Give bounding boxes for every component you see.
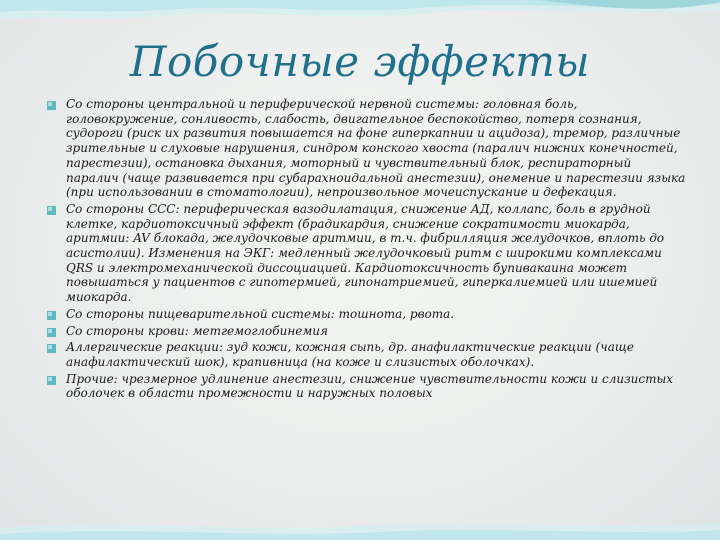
slide-title: Побочные эффекты bbox=[129, 37, 591, 86]
bullet-item bbox=[46, 97, 686, 200]
bullet-marker-icon bbox=[47, 328, 56, 337]
bullet-text: Со стороны крови: метгемоглобинемия bbox=[66, 323, 328, 338]
bullet-text: Со стороны ССС: периферическая вазодилатация, снижение АД, коллапс, боль в грудной клетке, кардиотоксичный эффект (брадикардия, снижение сократимости миокарда, аритмии: AV блокада, желудочковые аритмии, в т.ч. фибрилляция желудочков, вплоть до асистолии). Изменения на ЭКГ: медленный желудочковый ритм с широкими комплексами QRS и электромеханической диссоциацией. Кардиотоксичность бупивакаина может повышаться у пациентов с гипотермией, гипонатриемией, гиперкалиемией или ишемией миокарда. bbox=[66, 201, 665, 305]
bullet-marker-icon bbox=[47, 376, 56, 385]
bullet-item bbox=[46, 372, 686, 401]
bullet-text: Прочие: чрезмерное удлинение анестезии, снижение чувствительности кожи и слизистых оболочек в области промежности и наружных половых bbox=[66, 371, 673, 401]
bottom-wave-decoration bbox=[0, 492, 720, 540]
bullet-marker-icon bbox=[47, 344, 56, 353]
bullet-text: Аллергические реакции: зуд кожи, кожная сыпь, др. анафилактические реакции (чаще анафилактический шок), крапивница (на коже и слизистых оболочках). bbox=[66, 340, 634, 369]
bullet-item bbox=[46, 307, 686, 322]
bullet-marker-icon bbox=[47, 311, 56, 320]
bullet-marker-icon bbox=[47, 206, 56, 215]
bullet-item bbox=[46, 340, 686, 369]
bullet-item bbox=[46, 324, 686, 339]
bullet-list bbox=[46, 97, 686, 403]
bullet-text: Со стороны пищеварительной системы: тошнота, рвота. bbox=[66, 306, 455, 321]
bullet-text: Со стороны центральной и периферической нервной системы: головная боль, головокружение, сонливость, слабость, двигательное беспокойство, потеря сознания, судороги (риск их развития повышается на фоне гиперкапнии и ацидоза), тремор, различные зрительные и слуховые нарушения, синдром конского хвоста (паралич нижних конечностей, парестезии), остановка дыхания, моторный и чувствительный блок, респираторный паралич (чаще развивается при субарахноидальной анестезии), онемение и парестезии языка (при использовании в стоматологии), непроизвольное мочеиспускание и дефекация. bbox=[66, 97, 686, 200]
bullet-item bbox=[46, 202, 686, 305]
bullet-marker-icon bbox=[47, 101, 56, 110]
